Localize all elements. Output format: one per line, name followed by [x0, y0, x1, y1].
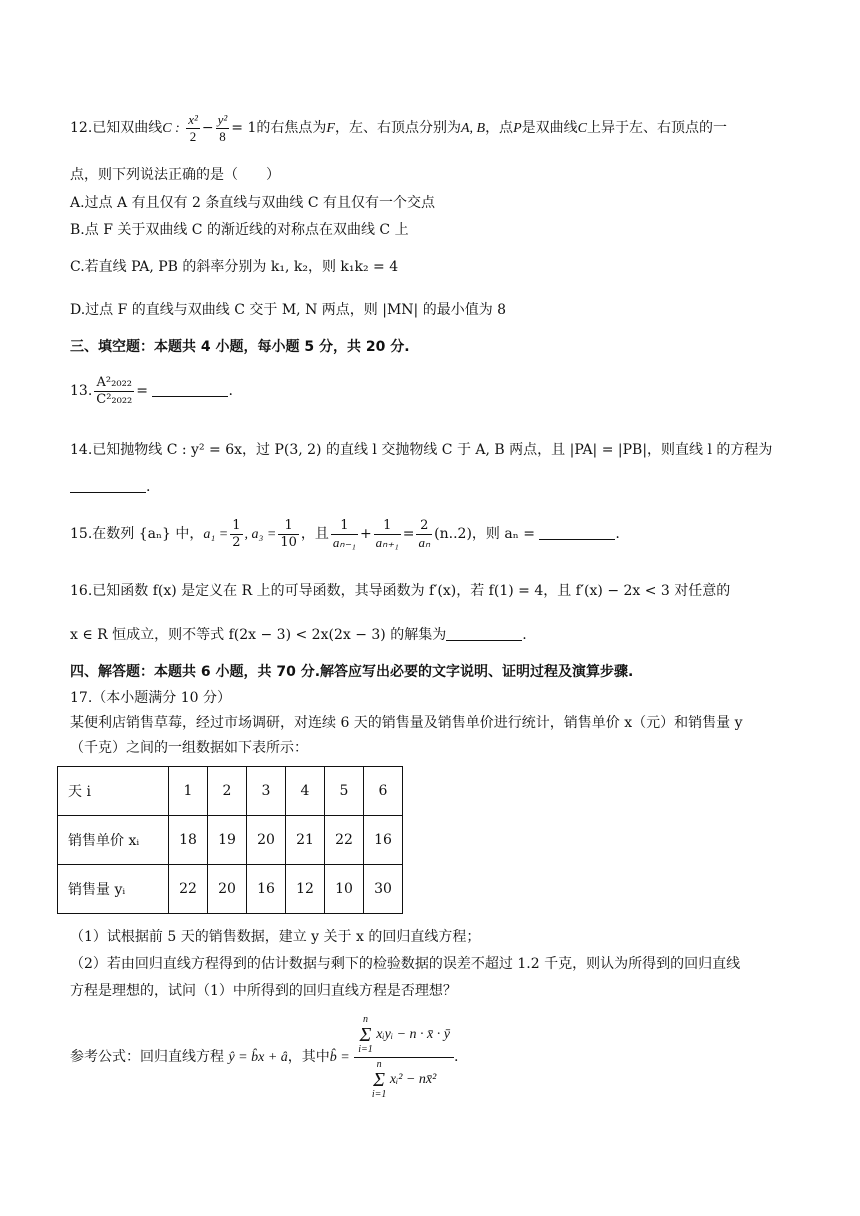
section-4-heading: 四、解答题：本题共 6 小题，共 70 分.解答应写出必要的文字说明、证明过程及演算步骤.: [70, 664, 634, 680]
table-cell: 12: [286, 865, 325, 914]
q12-option-b: B.点 F 关于双曲线 C 的渐近线的对称点在双曲线 C 上: [70, 222, 409, 238]
table-cell: 2: [208, 767, 247, 816]
q16-line2: x ∈ R 恒成立，则不等式 f(2x − 3) < 2x(2x − 3) 的解集为 .: [70, 627, 527, 643]
table-row-label: 销售量 yᵢ: [58, 865, 169, 914]
q17-part-1: （1）试根据前 5 天的销售数据，建立 y 关于 x 的回归直线方程；: [70, 929, 481, 945]
table-cell: 22: [169, 865, 208, 914]
q15-answer-blank: [539, 525, 615, 540]
q17-part-2b: 方程是理想的，试问（1）中所得到的回归直线方程是否理想？: [70, 983, 457, 999]
q17-part-2a: （2）若由回归直线方程得到的估计数据与剩下的检验数据的误差不超过 1.2 千克，则认为所得到的回归直线: [70, 956, 741, 972]
q16-answer-blank: [446, 626, 522, 641]
q14-answer-blank: [70, 478, 146, 493]
q13-answer-blank: [152, 382, 228, 397]
q14-line2: .: [70, 476, 800, 498]
table-cell: 16: [364, 816, 403, 865]
table-cell: 1: [169, 767, 208, 816]
table-cell: 21: [286, 816, 325, 865]
table-cell: 5: [325, 767, 364, 816]
q15-frac-tenth: $\frac{1}{10}$: [280, 517, 297, 550]
q15-frac-3: $\frac{2}{\text{aₙ}}$: [418, 517, 431, 550]
table-cell: 30: [364, 865, 403, 914]
q12-option-a: A.过点 A 有且仅有 2 条直线与双曲线 C 有且仅有一个交点: [70, 195, 435, 211]
regression-slope-fraction: n Σ i=1 xᵢyᵢ − n · x̄ · ȳ n Σ i=1 xᵢ² − nx̄²: [354, 1015, 454, 1100]
table-cell: 22: [325, 816, 364, 865]
summation-symbol: n Σ i=1: [358, 1013, 373, 1055]
table-cell: 20: [208, 865, 247, 914]
table-cell: 6: [364, 767, 403, 816]
section-3-heading: 三、填空题：本题共 4 小题，每小题 5 分，共 20 分.: [70, 339, 410, 355]
table-row-label: 天 i: [58, 767, 169, 816]
sales-table: [57, 766, 403, 914]
q15: 15.在数列 {aₙ} 中，a₁ = $\frac{1}{2}$ , a₃ = $\frac{1}{10}$ ，且 $\frac{1}{\text{aₙ₋₁}}$ + $\frac{1}{\text{aₙ₊₁}}$ = $\frac{2}{\text{aₙ}}$ (n..2)，则 aₙ = .: [70, 517, 620, 550]
reference-formula: 参考公式：回归直线方程 ŷ = b̂x + â，其中b̂ = n Σ i=1 xᵢyᵢ − n · x̄ · ȳ n Σ i=1 xᵢ² − nx̄² .: [70, 1013, 459, 1100]
q12-line1: 12.已知双曲线C : $\frac{\text{x²}}{2}$ − $\frac{\text{y²}}{8}$ = 1的右焦点为F，左、右顶点分别为A, B，点P是双曲线C上异于左、右顶点的一: [70, 111, 727, 144]
table-cell: 3: [247, 767, 286, 816]
q17-intro-2: （千克）之间的一组数据如下表所示：: [70, 740, 308, 756]
table-row-label: 销售单价 xᵢ: [58, 816, 169, 865]
table-cell: 19: [208, 816, 247, 865]
table-cell: 20: [247, 816, 286, 865]
q17-intro-1: 某便利店销售草莓，经过市场调研，对连续 6 天的销售量及销售单价进行统计，销售单价 x（元）和销售量 y: [70, 715, 743, 731]
q12-line2: 点，则下列说法正确的是（ ）: [70, 167, 280, 183]
table-cell: 10: [325, 865, 364, 914]
table-row: [58, 865, 403, 914]
q13: 13. $\frac{\text{A²₂₀₂₂}}{\text{C²₂₀₂₂}}$ = .: [70, 374, 233, 407]
q14-line1: 14.已知抛物线 C : y² = 6x，过 P(3, 2) 的直线 l 交抛物线 C 于 A, B 两点，且 |PA| = |PB|，则直线 l 的方程为: [70, 442, 773, 458]
summation-symbol: n Σ i=1: [371, 1058, 387, 1100]
q15-frac-1: $\frac{1}{\text{aₙ₋₁}}$: [332, 517, 356, 550]
table-cell: 18: [169, 816, 208, 865]
q15-frac-half: $\frac{1}{2}$: [232, 517, 241, 550]
table-cell: 4: [286, 767, 325, 816]
q15-frac-2: $\frac{1}{\text{aₙ₊₁}}$: [375, 517, 399, 550]
table-row: [58, 767, 403, 816]
q17-title: 17.（本小题满分 10 分）: [70, 690, 231, 706]
q12-frac-x: $\frac{\text{x²}}{2}$: [188, 111, 198, 144]
q12-option-d: D.过点 F 的直线与双曲线 C 交于 M, N 两点，则 |MN| 的最小值为 8: [70, 302, 507, 318]
table-row: [58, 816, 403, 865]
q12-frac-y: $\frac{\text{y²}}{8}$: [217, 111, 228, 144]
table-cell: 16: [247, 865, 286, 914]
q16-line1: 16.已知函数 f(x) 是定义在 R 上的可导函数，其导函数为 f′(x)，若 f(1) = 4，且 f′(x) − 2x < 3 对任意的: [70, 583, 731, 599]
q13-fraction: $\frac{\text{A²₂₀₂₂}}{\text{C²₂₀₂₂}}$: [96, 374, 133, 407]
q12-option-c: C.若直线 PA, PB 的斜率分别为 k₁, k₂，则 k₁k₂ = 4: [70, 259, 399, 275]
